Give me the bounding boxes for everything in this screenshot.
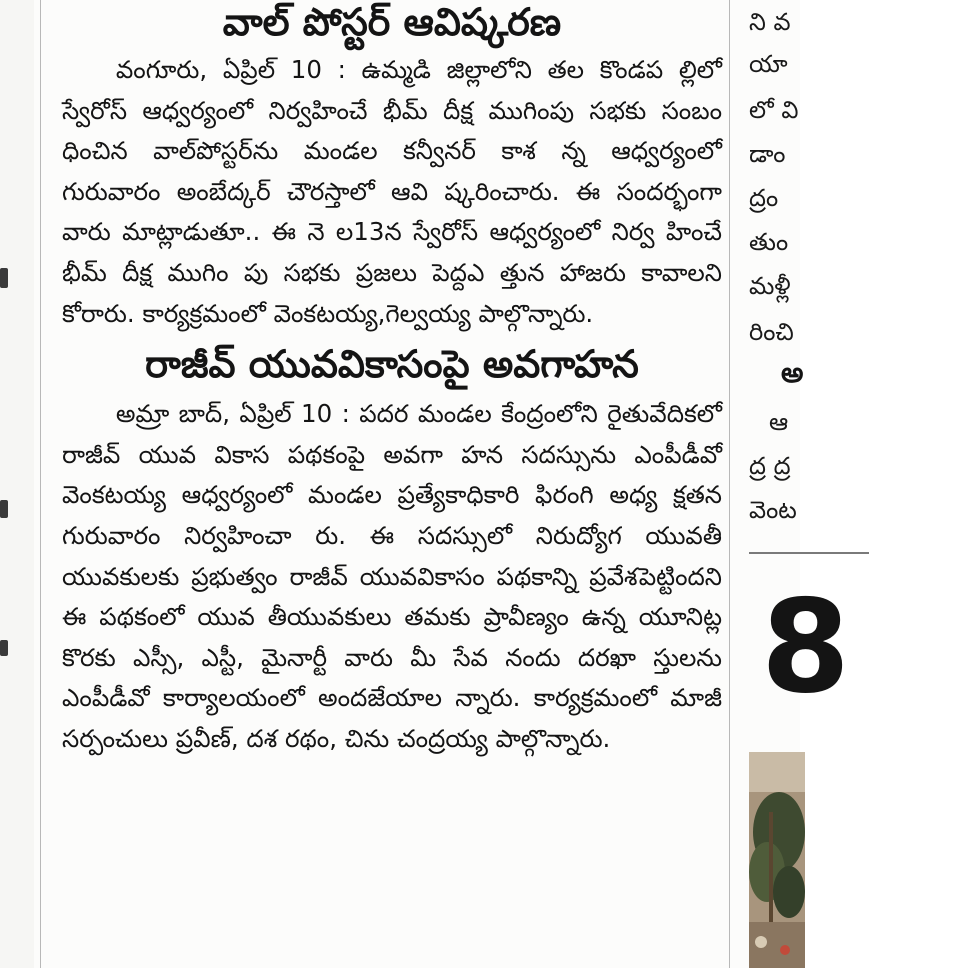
large-heading-fragment: 8 bbox=[761, 573, 851, 722]
right-text-line: యా bbox=[749, 50, 788, 78]
right-subheading: అ bbox=[781, 356, 804, 389]
main-article-column bbox=[62, 0, 722, 968]
right-text-line: డాం bbox=[749, 140, 786, 168]
right-text-line: ఆ bbox=[769, 408, 789, 436]
right-text-line: వెంట bbox=[749, 496, 797, 524]
article-2-body: అమ్రా బాద్, ఏప్రిల్ 10 : పదర మండల కేంద్రంలోని రైతువేదికలో రాజీవ్ యువ వికాస పథకంపై అవగా హన సదస్సును ఎంపీడీవో వెంకటయ్య ఆధ్వర్యంలో మండల ప్రత్యేకాధికారి ఫిరంగి అధ్య క్షతన గురువారం నిర్వహించా రు. ఈ సదస్సులో నిరుద్యోగ యువతీ యువకులకు ప్రభుత్వం రాజీవ్ యువవికాసం పథకాన్ని ప్రవేశపెట్టిందని ఈ పథకంలో యువ తీయువకులు తమకు ప్రావీణ్యం ఉన్న యూనిట్ల కొరకు ఎస్సీ, ఎస్టీ, మైనార్టీ వారు మీ సేవ నందు దరఖా స్తులను ఎంపీడీవో కార్యాలయంలో అందజేయాల న్నారు. కార్యక్రమంలో మాజీ సర్పంచులు ప్రవీణ్, దశ రథం, చిను చంద్రయ్య పాల్గొన్నారు. bbox=[62, 399, 722, 753]
right-text-line: మళ్లీ bbox=[749, 272, 791, 300]
right-text-line: ని వ bbox=[749, 8, 791, 36]
article-1-headline: వాల్ పోస్టర్ ఆవిష్కరణ bbox=[222, 0, 562, 44]
article-1-body: వంగూరు, ఏప్రిల్ 10 : ఉమ్మడి జిల్లాలోని తల కొండప ల్లిలో స్వేరోస్ ఆధ్వర్యంలో నిర్వహించే భీమ్ దీక్ష ముగింపు సభకు సంబం ధించిన వాల్‌పోస్టర్‌ను మండల కన్వీనర్ కాశ న్న ఆధ్వర్యంలో గురువారం అంబేద్కర్ చౌరస్తాలో ఆవి ష్కరించారు. ఈ సందర్భంగా వారు మాట్లాడుతూ.. ఈ నె ల13న స్వేరోస్ ఆధ్వర్యంలో నిర్వ హించే భీమ్ దీక్ష ముగిం పు సభకు ప్రజలు పెద్దఎ త్తున హాజరు కావాలని కోరారు. కార్యక్రమంలో వెంకటయ్య,గెల్వయ్య పాల్గొన్నారు. bbox=[62, 55, 722, 328]
column-divider bbox=[729, 0, 730, 968]
right-text-line: రించి bbox=[749, 318, 794, 346]
section-divider bbox=[749, 552, 869, 554]
news-photo bbox=[749, 752, 805, 968]
right-text-line: లో వి bbox=[749, 96, 799, 124]
right-text-line: ద్రం bbox=[749, 184, 779, 212]
adjacent-column-left bbox=[0, 0, 34, 968]
text-fragment bbox=[0, 500, 8, 518]
text-fragment bbox=[0, 640, 8, 656]
right-text-line: తుం bbox=[749, 228, 789, 256]
photo-image bbox=[749, 752, 805, 968]
adjacent-column-right bbox=[739, 0, 851, 968]
text-fragment bbox=[0, 268, 8, 288]
article-2-headline: రాజీవ్ యువవికాసంపై అవగాహన bbox=[145, 342, 639, 387]
column-divider bbox=[40, 0, 41, 968]
right-text-line: ద్ర ద్ర bbox=[749, 452, 791, 480]
